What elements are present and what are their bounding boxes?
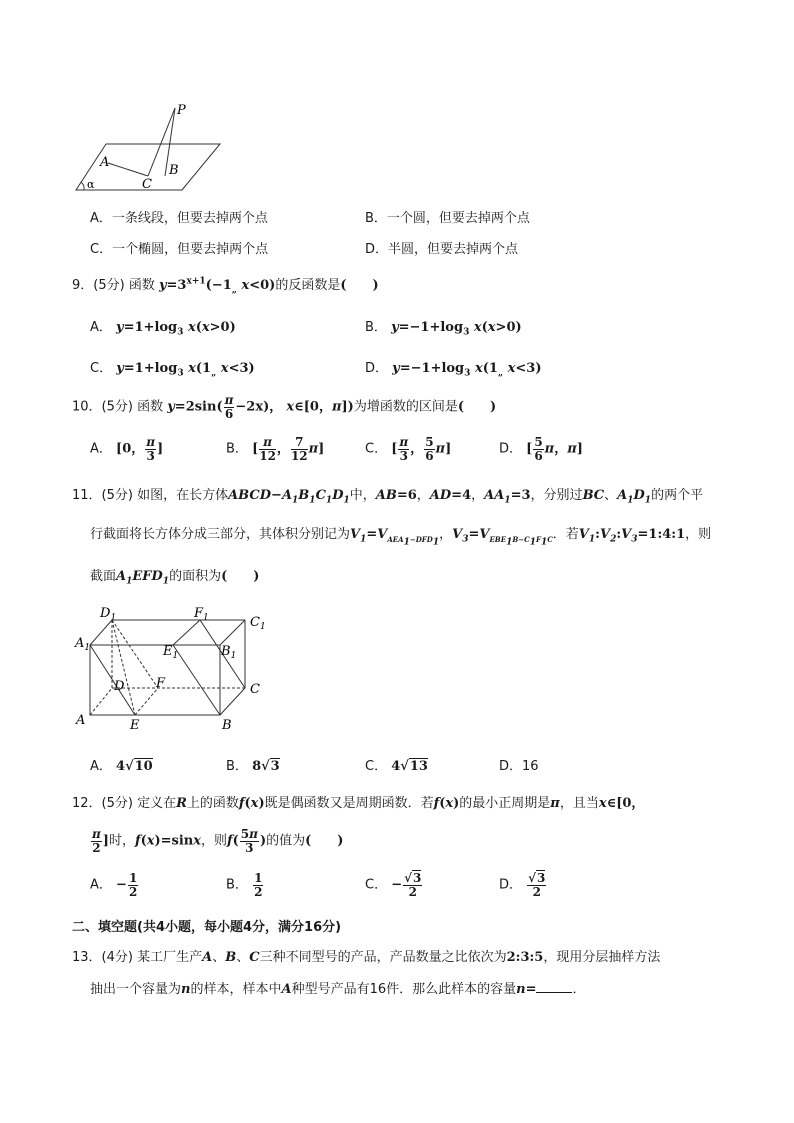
- label-a: A: [76, 713, 86, 728]
- q11-option-a[interactable]: A． 4√10: [90, 759, 153, 774]
- edge-b1c1: [220, 620, 245, 645]
- q9-suffix: 的反函数是: [275, 278, 341, 293]
- box-figure: [70, 600, 270, 735]
- q11-stem-line1: 11．(5分) 如图，在长方体$ABCD-A_1B_1C_1D_1$中，AB=6，AD=4，$AA_1=3$，分别过BC、$A_1D_1$的两个平: [72, 488, 704, 506]
- q13-stem-line1: 13．(4分) 某工厂生产A、B、C三种不同型号的产品，产品数量之比依次为2:3:5，现用分层抽样方法: [72, 950, 661, 965]
- q9-prefix: 9．(5分) 函数: [72, 278, 155, 293]
- label-b: B: [169, 163, 179, 178]
- q12-stem-line2: $\frac{\pi}{2}$ ]时，f(x)=sinx，则f( $\frac{5\pi}{3}$ )的值为( ): [92, 827, 344, 855]
- hidden-ad: [90, 688, 112, 715]
- q10-option-a[interactable]: A． [0， $\frac{\pi}{3}$ ]: [90, 435, 164, 463]
- q11-option-d[interactable]: D．16: [499, 759, 539, 774]
- q10-option-c[interactable]: C． [ $\frac{\pi}{3}$ ， $\frac{5}{6}$ π]: [365, 435, 452, 463]
- q10-option-d[interactable]: D． [ $\frac{5}{6}$ π，π]: [499, 435, 583, 463]
- label-c1: $C_1$: [250, 615, 266, 632]
- q9-option-a[interactable]: A． $y=1+\log_3$ x(x>0): [90, 320, 236, 338]
- q12-option-d[interactable]: D． $\frac{√3}{2}$: [499, 871, 546, 899]
- q11-option-c[interactable]: C． 4√13: [365, 759, 428, 774]
- q9-function: y: [158, 278, 167, 293]
- q12-option-c[interactable]: C． − $\frac{√3}{2}$: [365, 871, 422, 899]
- hidden-ef: [135, 688, 158, 715]
- q12-option-b[interactable]: B． $\frac{1}{2}$: [226, 871, 263, 899]
- q11-stem-line2: 行截面将长方体分成三部分，其体积分别记为$V_1=V_{AEA_1-DFD_1}$，$V_3=V_{EBE_1B-C_1F_1C}$．若$V_1:V_2:V_3=1:4:1$，则: [90, 527, 712, 547]
- q11-stem-line3: 截面$A_1EFD_1$的面积为( ): [90, 569, 260, 587]
- hidden-d1f: [112, 620, 158, 688]
- q10-stem: 10．(5分) 函数 y=2sin( $\frac{\pi}{6}$ −2x)， x∈[0，π])为增函数的区间是( ): [72, 393, 497, 421]
- q8-option-d[interactable]: D．半圆，但要去掉两个点: [365, 242, 519, 257]
- q12-stem-line1: 12．(5分) 定义在R上的函数f(x)既是偶函数又是周期函数．若f(x)的最小正周期是π，且当x∈[0，: [72, 796, 645, 811]
- label-c: C: [250, 682, 260, 697]
- label-f1: $F_1$: [194, 606, 209, 623]
- edge-f1e1: [173, 620, 200, 645]
- label-f: F: [156, 676, 166, 691]
- label-d1: $D_1$: [100, 606, 117, 623]
- q12-option-a[interactable]: A． − $\frac{1}{2}$: [90, 871, 138, 899]
- label-b1: $B_1$: [221, 644, 237, 661]
- label-e: E: [130, 718, 140, 733]
- label-a1: $A_1$: [75, 636, 91, 653]
- label-alpha: α: [87, 178, 95, 191]
- label-d: D: [114, 679, 125, 694]
- q10-option-b[interactable]: B． [ $\frac{\pi}{12}$ ， $\frac{7}{12}$ π]: [226, 435, 325, 463]
- q8-option-b[interactable]: B．一个圆，但要去掉两个点: [365, 211, 530, 226]
- section-heading-fill-in: 二、填空题(共4小题，每小题4分，满分16分): [72, 920, 342, 935]
- q11-option-b[interactable]: B． 8√3: [226, 759, 280, 774]
- q9-option-d[interactable]: D． $y=-1+\log_3$ $x(1_„$ x<3): [365, 361, 542, 379]
- label-p: P: [177, 103, 186, 118]
- hidden-d1e: [112, 620, 135, 715]
- label-c: C: [142, 177, 152, 192]
- q13-stem-line2: 抽出一个容量为n的样本，样本中A种型号产品有16件．那么此样本的容量n= ．: [90, 982, 586, 997]
- angle-arc: [81, 182, 84, 190]
- answer-blank[interactable]: [536, 992, 572, 993]
- q8-option-c[interactable]: C．一个椭圆，但要去掉两个点: [90, 242, 269, 257]
- label-a: A: [100, 155, 110, 170]
- label-b: B: [222, 718, 232, 733]
- q9-option-b[interactable]: B． $y=-1+\log_3$ x(x>0): [365, 320, 522, 338]
- label-e1: $E_1$: [163, 644, 179, 661]
- edge-bc: [220, 688, 245, 715]
- front-face: [90, 645, 220, 715]
- segment-ac: [108, 163, 148, 176]
- q8-option-a[interactable]: A．一条线段，但要去掉两个点: [90, 211, 268, 226]
- q9-stem: 9．(5分) 函数 $y=3^{x+1}(-1_„$ x<0)的反函数是( ): [72, 276, 379, 296]
- q9-option-c[interactable]: C． $y=1+\log_3$ $x(1_„$ x<3): [90, 361, 255, 379]
- edge-a1d1: [90, 620, 112, 645]
- plane-figure: [72, 96, 232, 196]
- edge-e1b: [173, 645, 220, 715]
